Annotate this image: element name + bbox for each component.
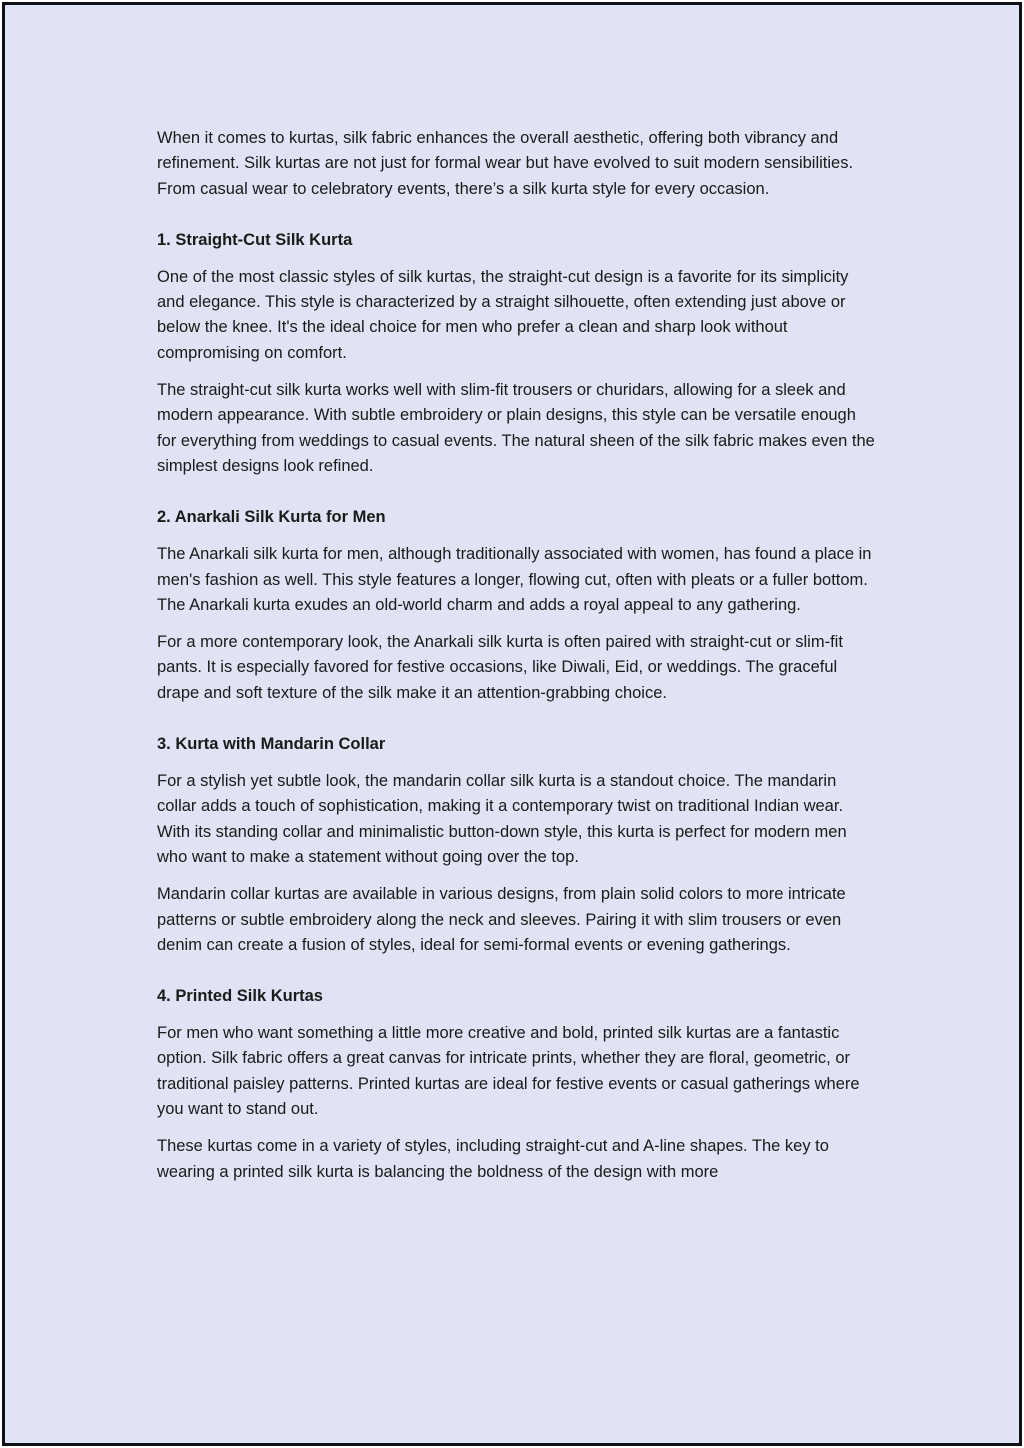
section-paragraph: The Anarkali silk kurta for men, although traditionally associated with women, has found a place in men's fashion as well. This style features a longer, flowing cut, often with pleats or a fuller bottom. The Anarkali kurta exudes an old-world charm and adds a royal appeal to any gathering. xyxy=(157,545,872,614)
section-heading-straight-cut: 1. Straight-Cut Silk Kurta xyxy=(157,230,353,249)
document-page xyxy=(2,2,1022,1446)
document-body xyxy=(157,126,877,1197)
section-paragraph: These kurtas come in a variety of styles, including straight-cut and A-line shapes. The key to wearing a printed silk kurta is balancing the boldness of the design with more xyxy=(157,1137,829,1181)
section-paragraph: For a stylish yet subtle look, the mandarin collar silk kurta is a standout choice. The mandarin collar adds a touch of sophistication, making it a contemporary twist on traditional Indian wear. With its standing collar and minimalistic button-down style, this kurta is perfect for modern men who want to make a statement without going over the top. xyxy=(157,772,847,866)
section-paragraph: Mandarin collar kurtas are available in various designs, from plain solid colors to more intricate patterns or subtle embroidery along the neck and sleeves. Pairing it with slim trousers or even denim can create a fusion of styles, ideal for semi-formal events or evening gatherings. xyxy=(157,885,846,954)
section-heading-mandarin-collar: 3. Kurta with Mandarin Collar xyxy=(157,735,386,754)
section-paragraph: One of the most classic styles of silk kurtas, the straight-cut design is a favorite for its simplicity and elegance. This style is characterized by a straight silhouette, often extending just above or below the knee. It's the ideal choice for men who prefer a clean and sharp look without compromising on comfort. xyxy=(157,267,849,362)
section-paragraph: For a more contemporary look, the Anarkali silk kurta is often paired with straight-cut or slim-fit pants. It is especially favored for festive occasions, like Diwali, Eid, or weddings. The graceful drape and soft texture of the silk make it an attention-grabbing choice. xyxy=(157,633,843,702)
section-paragraph: The straight-cut silk kurta works well with slim-fit trousers or churidars, allowing for a sleek and modern appearance. With subtle embroidery or plain designs, this style can be versatile enough for everything from weddings to casual events. The natural sheen of the silk fabric makes even the simplest designs look refined. xyxy=(157,381,875,475)
section-heading-printed: 4. Printed Silk Kurtas xyxy=(157,987,323,1006)
intro-paragraph: When it comes to kurtas, silk fabric enhances the overall aesthetic, offering both vibrancy and refinement. Silk kurtas are not just for formal wear but have evolved to suit modern sensibilities. From casual wear to celebratory events, there’s a silk kurta style for every occasion. xyxy=(157,129,854,198)
section-heading-anarkali: 2. Anarkali Silk Kurta for Men xyxy=(157,508,386,527)
section-paragraph: For men who want something a little more creative and bold, printed silk kurtas are a fantastic option. Silk fabric offers a great canvas for intricate prints, whether they are floral, geometric, or traditional paisley patterns. Printed kurtas are ideal for festive events or casual gatherings where you want to stand out. xyxy=(157,1024,860,1119)
